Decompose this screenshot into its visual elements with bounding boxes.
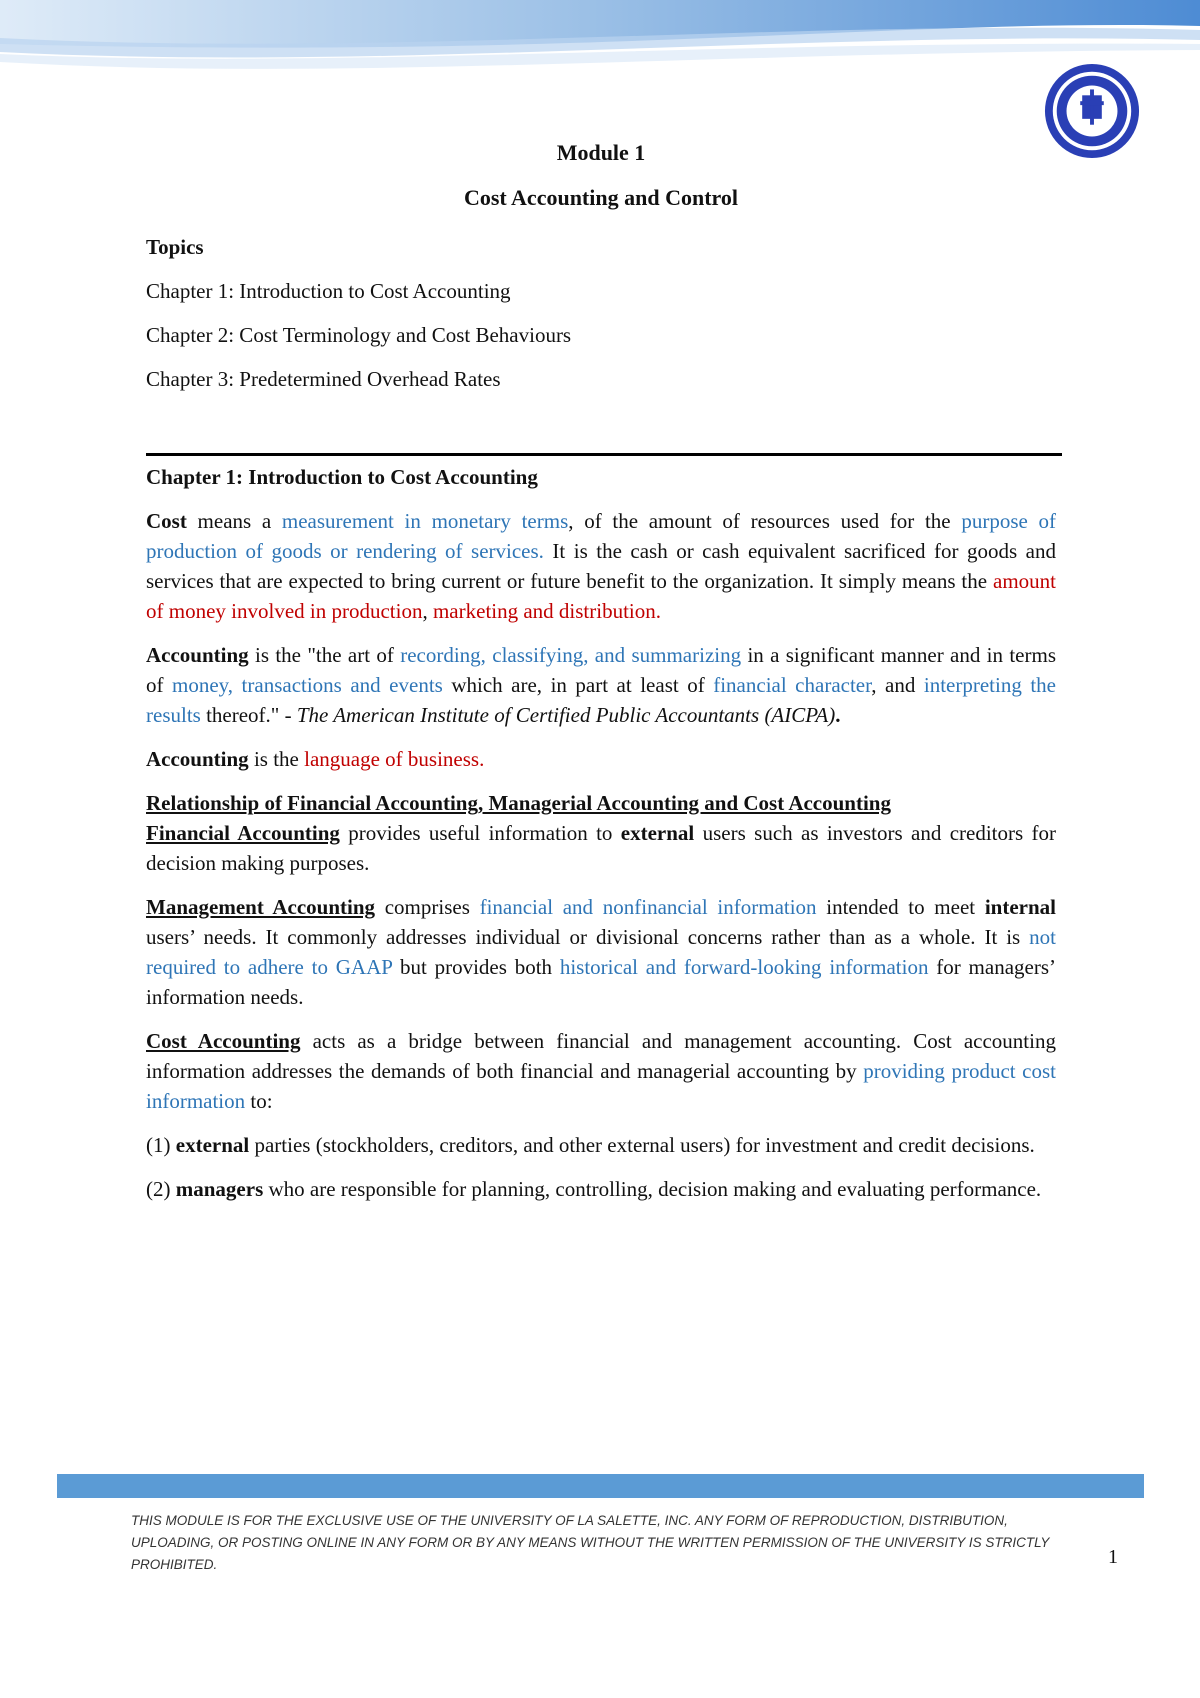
accounting-language: Accounting is the language of business. bbox=[146, 747, 485, 771]
university-seal-icon bbox=[1043, 62, 1141, 160]
module-title: Module 1 bbox=[556, 140, 646, 165]
course-title: Cost Accounting and Control bbox=[463, 185, 739, 210]
section-divider bbox=[146, 453, 1062, 456]
topic-item: Chapter 2: Cost Terminology and Cost Behaviours bbox=[146, 323, 572, 347]
topic-item: Chapter 1: Introduction to Cost Accounting bbox=[146, 279, 511, 303]
management-accounting-para: Management Accounting comprises financial and nonfinancial information intended to meet internal users’ needs. It commonly addresses individual or divisional concerns rather than as a whole. It is not required to adhere to GAAP but provides both historical and forward-looking information for managers’ information needs. bbox=[146, 895, 1056, 1009]
aicpa-citation: The American Institute of Certified Public Accountants (AICPA) bbox=[296, 703, 836, 727]
chapter-heading: Chapter 1: Introduction to Cost Accounting bbox=[146, 465, 538, 489]
footer-bar bbox=[57, 1474, 1144, 1498]
copyright-notice: THIS MODULE IS FOR THE EXCLUSIVE USE OF THE UNIVERSITY OF LA SALETTE, INC. ANY FORM OF REPRODUCTION, DISTRIBUTION, UPLOADING, OR POSTING ONLINE IN ANY FORM OR BY ANY MEANS WITHOUT THE WRITTEN PERMISSION OF THE UNIVERSITY IS STRICTLY PROHIBITED. bbox=[131, 1513, 1050, 1572]
cost-definition: Cost means a measurement in monetary terms, of the amount of resources used for the purpose of production of goods or rendering of services. It is the cash or cash equivalent sacrificed for goods and services that are expected to bring current or future benefit to the organization. It simply means the amount of money involved in production, marketing and distribution. bbox=[146, 509, 1057, 623]
list-item: (2) managers who are responsible for planning, controlling, decision making and evaluating performance. bbox=[146, 1177, 1042, 1201]
list-item: (1) external parties (stockholders, creditors, and other external users) for investment and credit decisions. bbox=[146, 1133, 1035, 1157]
accounting-definition: Accounting is the "the art of recording, classifying, and summarizing in a significant manner and in terms of money, transactions and events which are, in part at least of financial character, and interpreting the results thereof." - The American Institute of Certified Public Accountants (AICPA). bbox=[146, 643, 1057, 727]
financial-accounting-para: Financial Accounting provides useful information to external users such as investors and creditors for decision making purposes. bbox=[146, 821, 1057, 875]
header-wave-banner bbox=[0, 0, 1200, 80]
relationship-heading: Relationship of Financial Accounting, Managerial Accounting and Cost Accounting bbox=[146, 791, 891, 815]
topic-item: Chapter 3: Predetermined Overhead Rates bbox=[146, 367, 501, 391]
topics-list bbox=[146, 235, 571, 411]
chapter-body bbox=[146, 462, 1056, 1218]
topics-heading: Topics bbox=[146, 235, 204, 259]
cost-accounting-para: Cost Accounting acts as a bridge between financial and management accounting. Cost accounting information addresses the demands of both financial and managerial accounting by providing product cost information to: bbox=[146, 1029, 1056, 1113]
page-number: 1 bbox=[1108, 1546, 1118, 1568]
